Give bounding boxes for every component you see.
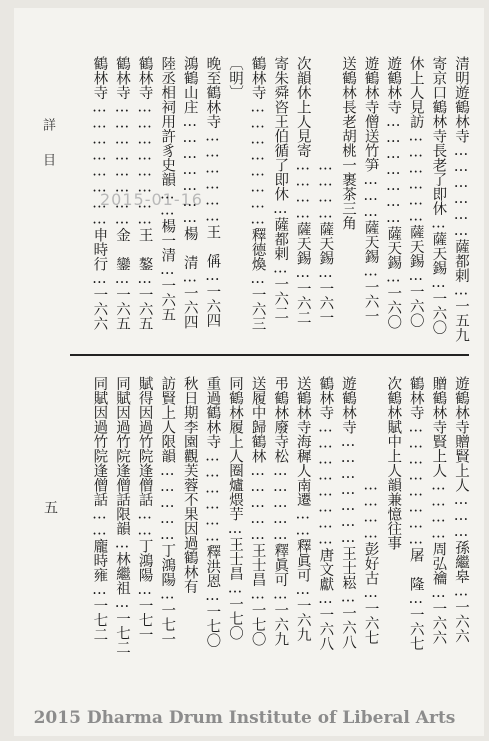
toc-entry: 弔鶴林廢寺松……………釋眞可…一六九 xyxy=(272,376,289,646)
toc-entry: …………薩天錫…一六一 xyxy=(317,56,334,325)
toc-entry: 鶴林寺……………………金 鑾…一六五 xyxy=(114,56,130,331)
toc-entry: 送鶴林長老胡桃一裹茶三角 xyxy=(340,56,356,230)
side-title: 詳目 xyxy=(40,118,55,188)
toc-entry: 陸丞相祠用許豸史韻……楊一清…一六五 xyxy=(159,56,176,322)
toc-entry: 鶴林寺……………………王 鏊…一六五 xyxy=(136,56,153,331)
toc-entry: 送履中歸鶴林……………王士昌…一七〇 xyxy=(249,376,266,646)
section-divider xyxy=(70,354,469,356)
toc-entry: 寄京口鶴林寺長老了即休…薩天錫…一六〇 xyxy=(430,56,447,335)
toc-entry: 清明遊鶴林寺………………薩都剌…一五九 xyxy=(453,56,469,342)
toc-entry: 〔明〕 xyxy=(227,56,243,100)
toc-entry: 同賦因過竹院逢僧話……龐時雍…一七二 xyxy=(91,376,108,642)
toc-entry: 休上人見訪………………薩天錫…一六〇 xyxy=(407,56,424,328)
toc-entry: 同鶴林履上人圈爐煨芋…王士昌…一七〇 xyxy=(227,376,243,640)
toc-entry: 遊鶴林寺僧送竹笋………薩天錫…一六一 xyxy=(362,56,379,323)
toc-entry: 晚至鶴林寺………………王 偁…一六四 xyxy=(204,56,221,328)
toc-entry: 鴻鶴山庄…………………楊 清…一六四 xyxy=(181,56,198,329)
toc-entry: 遊鶴林寺…………………王士崧…一六八 xyxy=(340,376,356,649)
toc-entry: 贈鶴林寺賢上人…………周弘禴…一六六 xyxy=(430,376,447,645)
toc-entry: 遊鶴林寺贈賢上人………孫繼皋…一六六 xyxy=(453,376,469,643)
toc-entry: 送鶴林寺海穉人南遷……釋眞可…一六九 xyxy=(294,376,311,642)
toc-entry: 訪賢上人限韻……………丁鴻陽…一七一 xyxy=(159,376,176,646)
footer-watermark: 2015 Dharma Drum Institute of Liberal Arts xyxy=(33,708,456,728)
toc-entry: 寄朱舜咨王伯循了即休…薩都剌…一六二 xyxy=(272,56,289,320)
toc-entry: 重過鶴林寺………………釋洪恩…一七〇 xyxy=(204,376,221,648)
toc-entry: 鶴林寺……………………申時行…一六六 xyxy=(91,56,108,331)
toc-entry: 賦得因過竹院逢僧話……丁鴻陽…一七一 xyxy=(136,376,153,642)
toc-entry: 次鶴林賦中上人韻兼憶往事 xyxy=(385,376,402,550)
toc-entry: 遊鶴林寺…………………薩天錫…一六〇 xyxy=(385,56,402,329)
toc-entry: 秋日期李園觀芙蓉不果因過鶴林有 xyxy=(181,376,198,594)
page-number: 五 xyxy=(42,500,58,514)
toc-entry: 鶴林寺……………………屠 隆…一六七 xyxy=(407,376,424,651)
toc-entry: 鶴林寺……………………釋德煥…一六三 xyxy=(249,56,266,331)
toc-entry: 次韻休上人見寄…………薩天錫…一六二 xyxy=(294,56,311,325)
toc-entry: 鶴林寺……………………唐文獻…一六八 xyxy=(317,376,334,651)
date-stamp: 2015-01-16 xyxy=(100,190,203,209)
toc-entry: 同賦因過竹院逢僧話限韻…林繼祖…一七二 xyxy=(114,376,130,655)
toc-entry: …………彭好古…一六七 xyxy=(362,376,379,645)
